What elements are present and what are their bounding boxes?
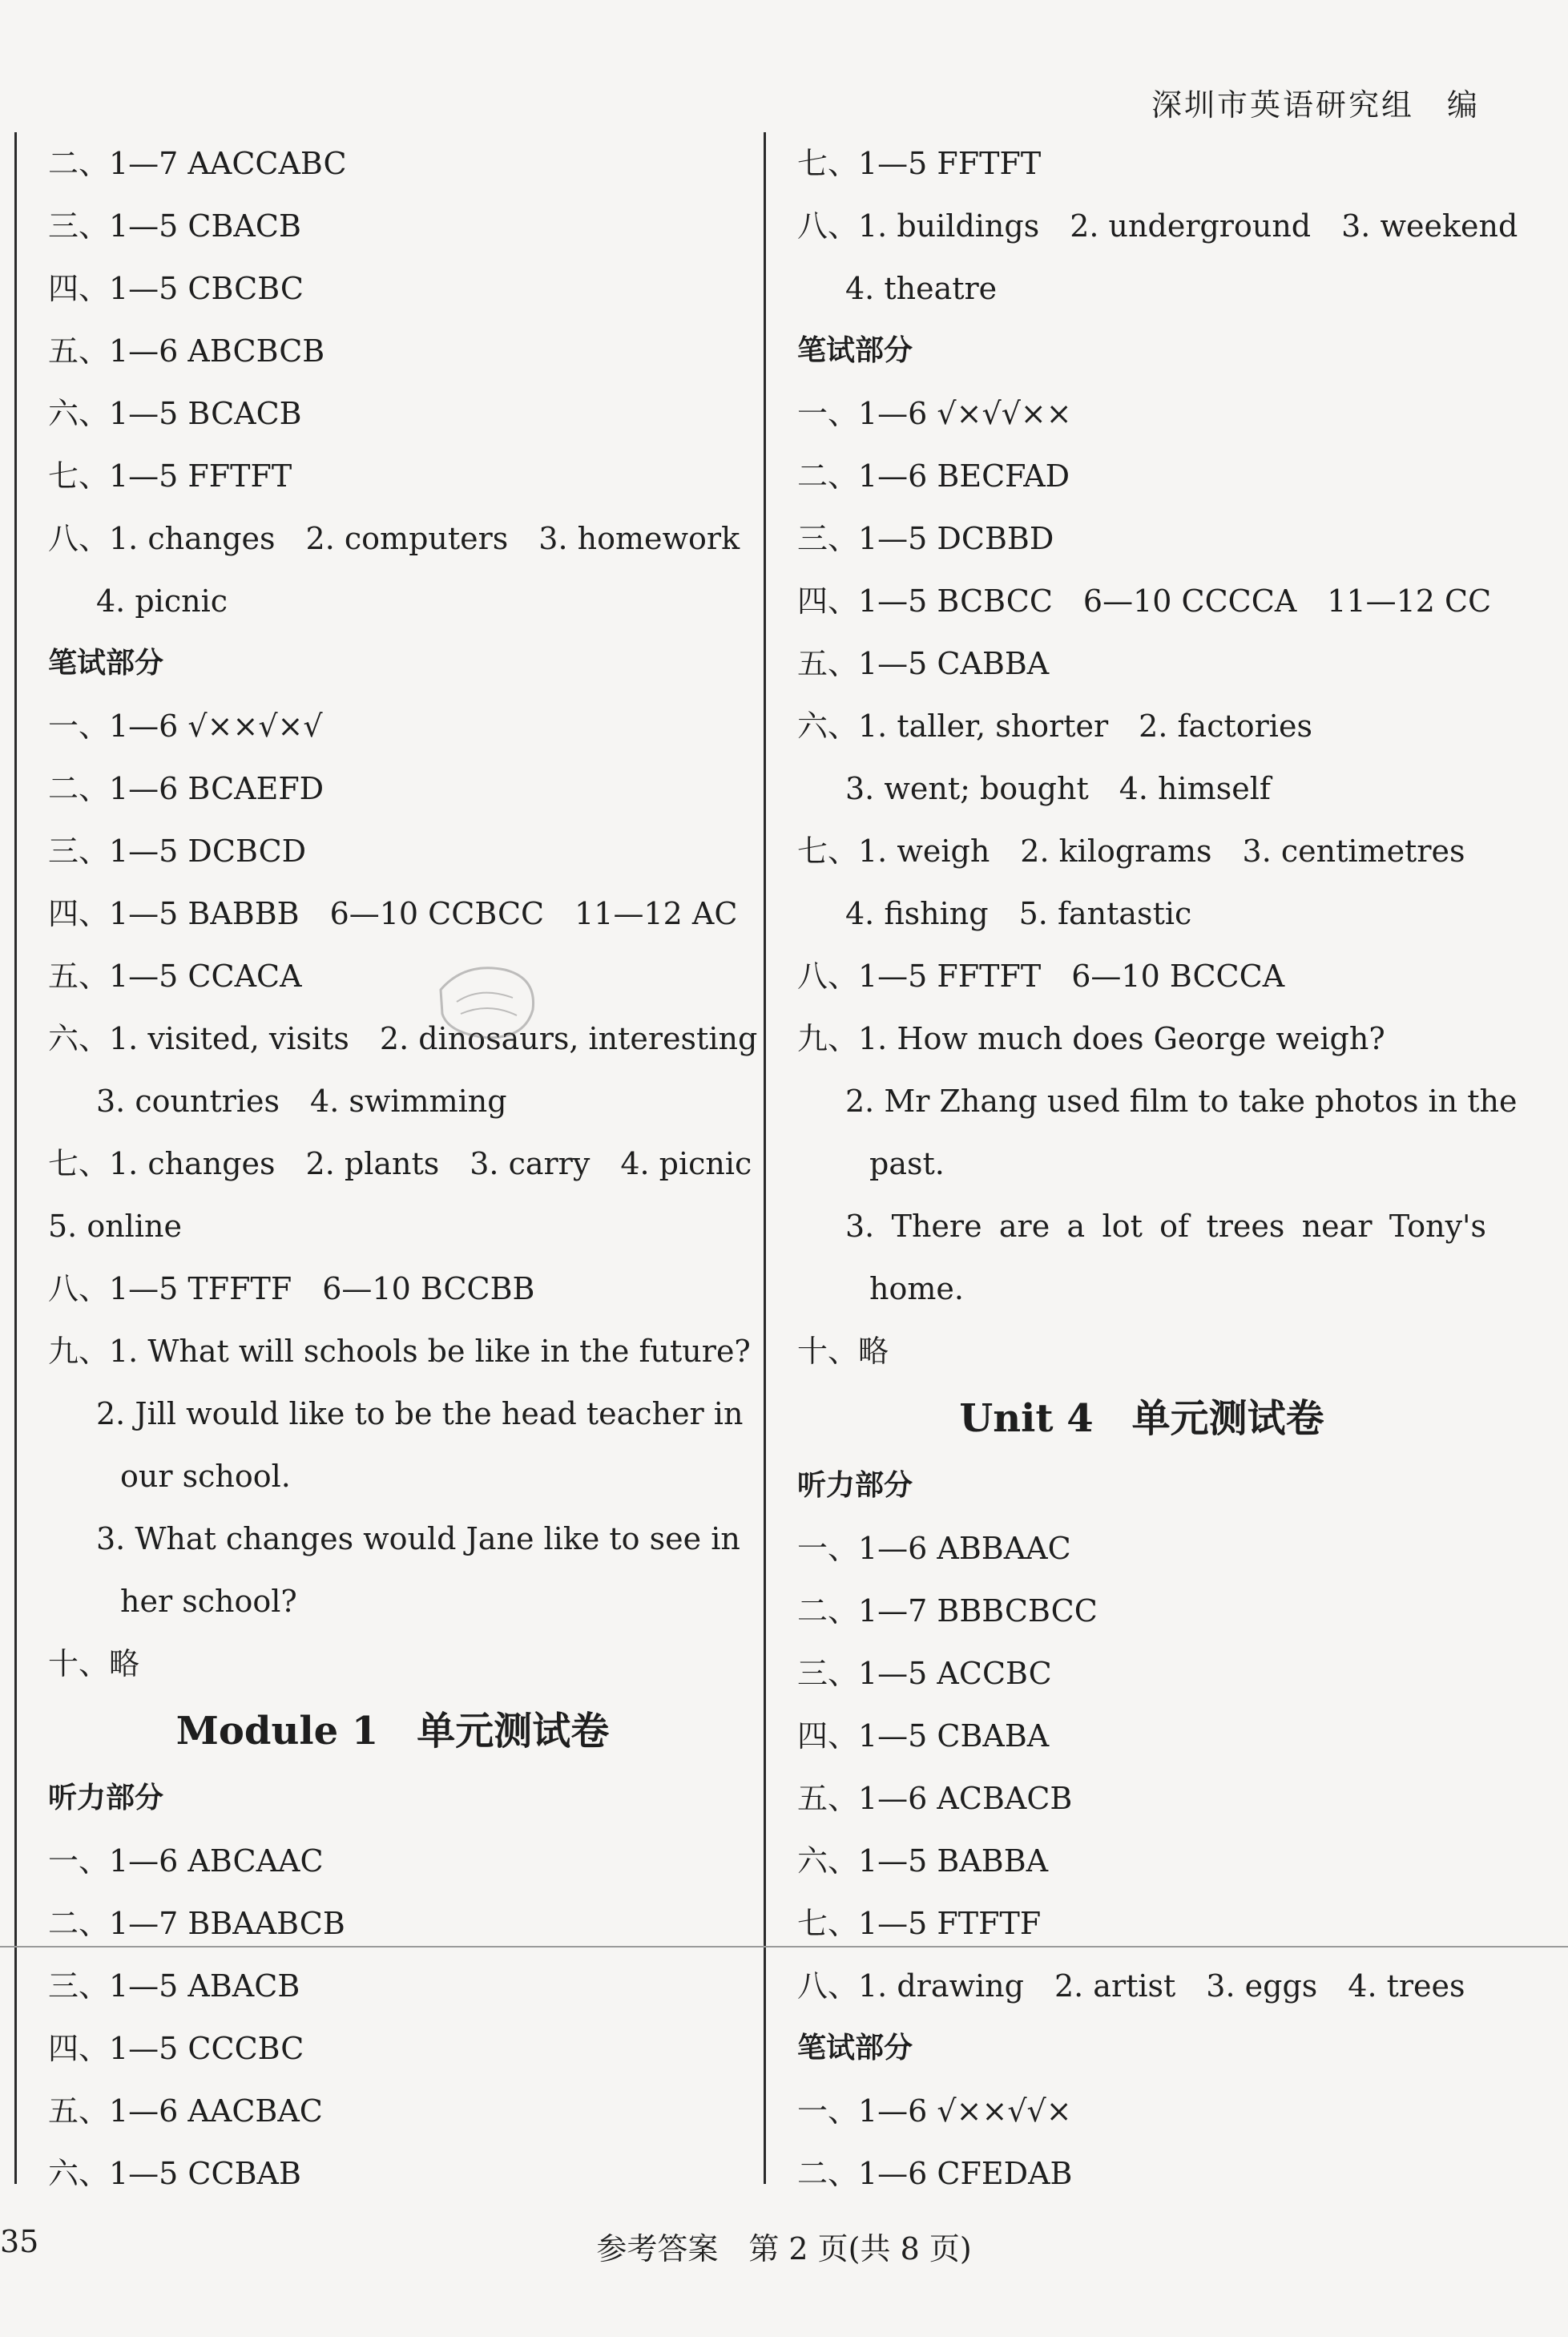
answer-line: 二、1—7 BBBCBCC [797,1593,1098,1629]
answer-line: 五、1—6 ABCBCB [48,333,325,369]
answer-line: 一、1—6 √××√×√ [48,708,323,744]
answer-line: 四、1—5 CBCBC [48,271,304,306]
page-header: 深圳市英语研究组 编 [1151,87,1480,123]
answer-line: 八、1. drawing 2. artist 3. eggs 4. trees [797,1968,1465,2004]
answer-line: 六、1—5 BABBA [797,1843,1049,1879]
answer-line: 四、1—5 BCBCC 6—10 CCCCA 11—12 CC [797,583,1492,619]
answer-line: 九、1. How much does George weigh? [797,1021,1385,1056]
section-label: 笔试部分 [797,2032,913,2065]
answer-line: 五、1—5 CABBA [797,646,1050,681]
answer-line: our school. [120,1459,291,1494]
answer-line: 八、1. buildings 2. underground 3. weekend [797,208,1518,244]
answer-line: 七、1—5 FTFTF [797,1906,1042,1941]
answer-line: 六、1—5 BCACB [48,396,302,431]
answer-line: her school? [120,1584,297,1619]
answer-line: 4. fishing 5. fantastic [845,896,1192,931]
section-heading: Unit 4 单元测试卷 [959,1396,1324,1441]
answer-line: 五、1—6 ACBACB [797,1781,1073,1816]
answer-line: 五、1—6 AACBAC [48,2093,323,2129]
answer-line: 二、1—6 CFEDAB [797,2156,1073,2191]
left-border-line [14,132,17,2184]
answer-line: 七、1—5 FFTFT [48,458,292,494]
answer-line: 3. There are a lot of trees near Tony's [845,1209,1486,1244]
answer-line: 4. theatre [845,271,998,306]
answer-line: 二、1—6 BCAEFD [48,771,324,806]
right-column [797,132,1518,2205]
answer-line: 3. countries 4. swimming [96,1084,507,1119]
answer-line: 五、1—5 CCACA [48,959,302,994]
answer-line: 三、1—5 CBACB [48,208,301,244]
answer-line: 5. online [48,1209,182,1244]
section-heading: Module 1 单元测试卷 [175,1709,610,1754]
answer-line: 三、1—5 DCBCD [48,833,307,869]
page-number: 35 [0,2224,39,2259]
answer-line: 七、1—5 FFTFT [797,146,1042,181]
answer-line: 六、1. visited, visits 2. dinosaurs, interesting [48,1021,758,1056]
answer-line: 六、1—5 CCBAB [48,2156,301,2191]
answer-line: 3. went; bought 4. himself [845,771,1271,806]
answer-line: 八、1—5 TFFTF 6—10 BCCBB [48,1271,535,1306]
page-footer: 参考答案 第 2 页(共 8 页) [596,2231,972,2266]
answer-line: 二、1—7 AACCABC [48,146,347,181]
answer-line: 七、1. weigh 2. kilograms 3. centimetres [797,833,1465,869]
answer-line: 2. Mr Zhang used film to take photos in the [845,1084,1518,1119]
answer-line: 一、1—6 √××√√× [797,2093,1072,2129]
section-label: 笔试部分 [797,334,913,367]
answer-line: 八、1—5 FFTFT 6—10 BCCCA [797,959,1285,994]
answer-line: 二、1—7 BBAABCB [48,1906,345,1941]
answer-line: 四、1—5 CCCBC [48,2031,304,2066]
answer-line: 六、1. taller, shorter 2. factories [797,708,1312,744]
answer-line: 九、1. What will schools be like in the future? [48,1334,751,1369]
answer-line: 十、略 [797,1334,889,1369]
answer-line: 十、略 [48,1646,140,1681]
answer-line: 三、1—5 ACCBC [797,1656,1052,1691]
answer-line: 三、1—5 DCBBD [797,521,1054,556]
section-label: 听力部分 [797,1469,913,1502]
watermark-stamp-icon [433,958,545,1046]
section-label: 听力部分 [48,1782,164,1814]
answer-line: 4. picnic [96,583,228,619]
answer-line: home. [869,1271,964,1306]
answer-line: 一、1—6 ABCAAC [48,1843,324,1879]
answer-line: 二、1—6 BECFAD [797,458,1070,494]
answer-line: 2. Jill would like to be the head teacher in [96,1396,744,1431]
section-label: 笔试部分 [48,647,164,680]
answer-line: past. [869,1146,945,1181]
answer-line: 四、1—5 BABBB 6—10 CCBCC 11—12 AC [48,896,738,931]
left-column [48,132,758,2205]
answer-line: 七、1. changes 2. plants 3. carry 4. picnic [48,1146,752,1181]
answer-line: 三、1—5 ABACB [48,1968,300,2004]
column-divider-line [764,132,766,2184]
answer-line: 3. What changes would Jane like to see in [96,1521,740,1556]
answer-line: 一、1—6 √×√√×× [797,396,1072,431]
answer-line: 八、1. changes 2. computers 3. homework [48,521,740,556]
answer-line: 一、1—6 ABBAAC [797,1531,1071,1566]
answer-line: 四、1—5 CBABA [797,1718,1050,1754]
